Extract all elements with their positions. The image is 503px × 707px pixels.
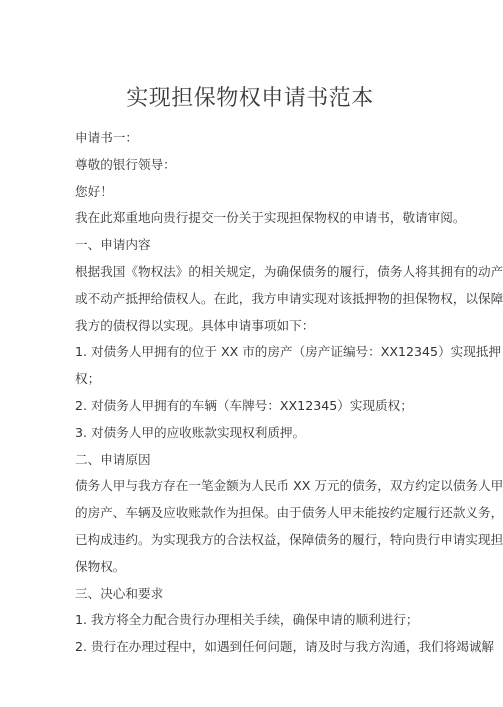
section-heading: 一、申请内容 (75, 237, 151, 253)
paragraph-line: 债务人甲与我方存在一笔金额为人民币 XX 万元的债务，双方约定以债务人甲 (75, 478, 503, 494)
list-item-continuation: 权； (75, 371, 101, 387)
paragraph-line: 我在此郑重地向贵行提交一份关于实现担保物权的申请书，敬请审阅。 (75, 210, 466, 226)
document-body (75, 125, 503, 661)
paragraph-line: 保物权。 (75, 558, 126, 574)
list-item: 1. 对债务人甲拥有的位于 XX 市的房产（房产证编号：XX12345）实现抵押 (75, 344, 502, 360)
list-item: 3. 对债务人甲的应收账款实现权利质押。 (75, 424, 306, 440)
list-item: 2. 贵行在办理过程中，如遇到任何问题，请及时与我方沟通，我们将竭诚解 (75, 639, 495, 655)
salutation-heading: 申请书一： (75, 130, 138, 145)
list-item: 1. 我方将全力配合贵行办理相关手续，确保申请的顺利进行； (75, 612, 419, 628)
greeting: 您好！ (75, 183, 113, 199)
salutation: 尊敬的银行领导： (75, 156, 176, 172)
list-item: 2. 对债务人甲拥有的车辆（车牌号：XX12345）实现质权； (75, 397, 413, 413)
paragraph-line: 的房产、车辆及应收账款作为担保。由于债务人甲未能按约定履行还款义务， (75, 505, 503, 521)
document-title: 实现担保物权申请书范本 (126, 86, 374, 111)
paragraph-line: 或不动产抵押给债权人。在此，我方申请实现对该抵押物的担保物权，以保障 (75, 290, 503, 306)
section-heading: 二、申请原因 (75, 451, 151, 467)
paragraph-line: 我方的债权得以实现。具体申请事项如下： (75, 317, 315, 333)
paragraph-line: 根据我国《物权法》的相关规定，为确保债务的履行，债务人将其拥有的动产 (75, 263, 503, 279)
section-heading: 三、决心和要求 (75, 585, 164, 601)
paragraph-line: 已构成违约。为实现我方的合法权益，保障债务的履行，特向贵行申请实现担 (75, 531, 503, 547)
